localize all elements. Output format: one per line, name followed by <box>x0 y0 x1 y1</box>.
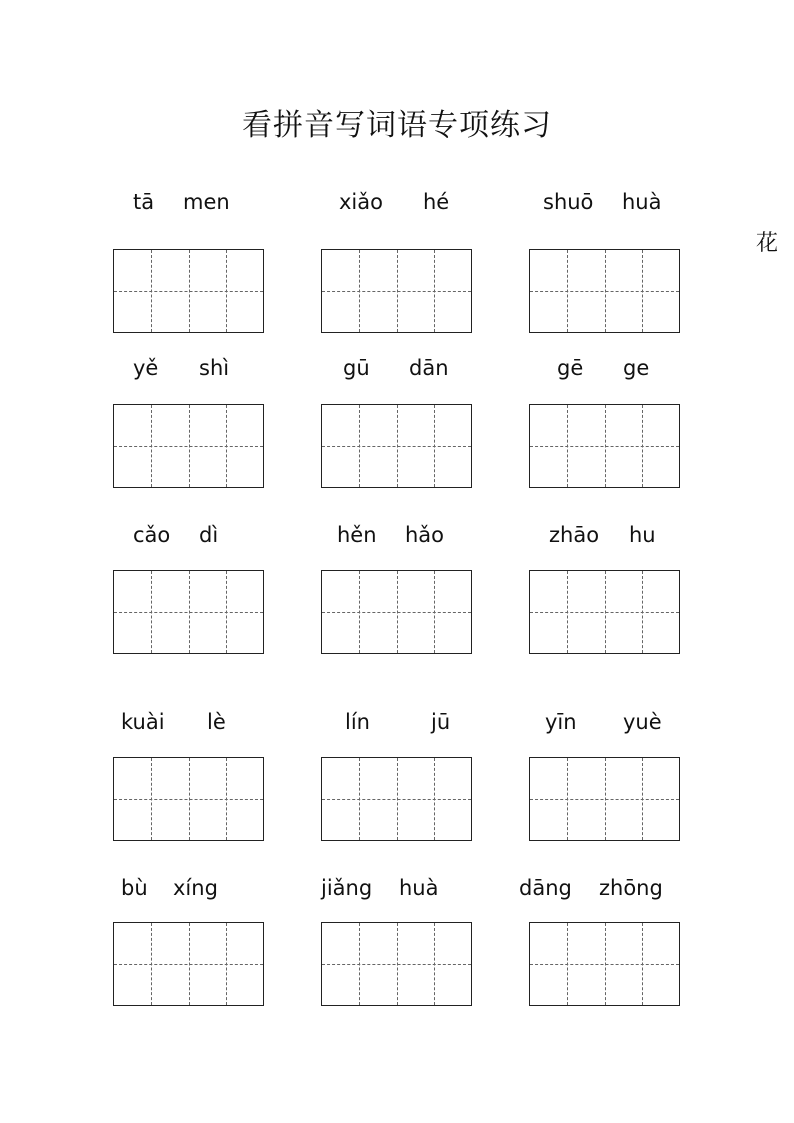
grid-guide-horizontal <box>530 964 679 965</box>
writing-grid[interactable] <box>529 757 680 841</box>
pinyin-line <box>321 710 474 740</box>
pinyin-syllable: shì <box>199 356 230 380</box>
grid-guide-horizontal <box>322 964 471 965</box>
side-character: 花 <box>756 231 779 256</box>
pinyin-syllable: cǎo <box>133 523 171 547</box>
pinyin-syllable: tā <box>133 190 155 214</box>
grid-guide-horizontal <box>114 612 263 613</box>
pinyin-syllable: jiǎng <box>321 876 373 900</box>
grid-guide-horizontal <box>530 612 679 613</box>
word-item <box>321 356 474 490</box>
pinyin-syllable: yě <box>133 356 159 380</box>
word-item <box>113 523 266 656</box>
pinyin-line <box>529 356 682 386</box>
grid-guide-horizontal <box>114 964 263 965</box>
pinyin-syllable: bù <box>121 876 148 900</box>
pinyin-syllable: hé <box>423 190 450 214</box>
writing-grid[interactable] <box>321 404 472 488</box>
page-title: 看拼音写词语专项练习 <box>242 108 552 143</box>
grid-guide-horizontal <box>530 291 679 292</box>
grid-guide-horizontal <box>114 446 263 447</box>
pinyin-syllable: zhōng <box>599 876 663 900</box>
writing-grid[interactable] <box>529 404 680 488</box>
pinyin-line <box>321 190 474 220</box>
writing-grid[interactable] <box>113 404 264 488</box>
pinyin-line <box>529 523 682 553</box>
writing-grid[interactable] <box>529 922 680 1006</box>
pinyin-syllable: lín <box>345 710 370 734</box>
pinyin-syllable: dān <box>409 356 449 380</box>
pinyin-syllable: dì <box>199 523 219 547</box>
pinyin-syllable: lè <box>207 710 226 734</box>
grid-guide-horizontal <box>530 446 679 447</box>
pinyin-line <box>321 523 474 553</box>
word-item <box>529 710 682 843</box>
pinyin-syllable: yuè <box>623 710 662 734</box>
grid-guide-horizontal <box>322 446 471 447</box>
writing-grid[interactable] <box>113 570 264 654</box>
grid-guide-horizontal <box>114 291 263 292</box>
pinyin-syllable: kuài <box>121 710 165 734</box>
pinyin-syllable: ge <box>623 356 650 380</box>
grid-guide-horizontal <box>530 799 679 800</box>
word-item <box>113 876 266 1008</box>
writing-grid[interactable] <box>529 249 680 333</box>
grid-guide-horizontal <box>322 799 471 800</box>
word-item <box>321 710 474 843</box>
pinyin-line <box>321 876 474 906</box>
pinyin-syllable: xíng <box>173 876 218 900</box>
pinyin-line <box>113 523 266 553</box>
pinyin-syllable: gē <box>557 356 584 380</box>
pinyin-line <box>529 190 682 220</box>
pinyin-line <box>113 190 266 220</box>
word-item <box>113 190 266 335</box>
pinyin-syllable: huà <box>399 876 439 900</box>
writing-grid[interactable] <box>321 249 472 333</box>
writing-grid[interactable] <box>321 570 472 654</box>
pinyin-syllable: hǎo <box>405 523 445 547</box>
writing-grid[interactable] <box>113 757 264 841</box>
word-item <box>529 523 682 656</box>
word-item <box>529 190 682 335</box>
pinyin-line <box>113 876 266 906</box>
writing-grid[interactable] <box>529 570 680 654</box>
pinyin-syllable: zhāo <box>549 523 600 547</box>
pinyin-syllable: dāng <box>519 876 572 900</box>
pinyin-line <box>113 356 266 386</box>
pinyin-line <box>321 356 474 386</box>
writing-grid[interactable] <box>113 249 264 333</box>
word-item <box>113 356 266 490</box>
pinyin-syllable: huà <box>622 190 662 214</box>
pinyin-line <box>519 876 682 906</box>
pinyin-line <box>113 710 266 740</box>
pinyin-syllable: shuō <box>543 190 594 214</box>
word-item <box>529 356 682 490</box>
word-item <box>321 876 474 1008</box>
grid-guide-horizontal <box>114 799 263 800</box>
pinyin-syllable: yīn <box>545 710 577 734</box>
pinyin-syllable: hu <box>629 523 656 547</box>
grid-guide-horizontal <box>322 612 471 613</box>
pinyin-syllable: xiǎo <box>339 190 383 214</box>
word-item <box>321 523 474 656</box>
writing-grid[interactable] <box>113 922 264 1006</box>
word-item <box>519 876 682 1008</box>
writing-grid[interactable] <box>321 922 472 1006</box>
pinyin-syllable: jū <box>431 710 451 734</box>
word-item <box>321 190 474 335</box>
pinyin-syllable: men <box>183 190 230 214</box>
grid-guide-horizontal <box>322 291 471 292</box>
writing-grid[interactable] <box>321 757 472 841</box>
pinyin-syllable: hěn <box>337 523 377 547</box>
pinyin-line <box>529 710 682 740</box>
pinyin-syllable: gū <box>343 356 370 380</box>
word-item <box>113 710 266 843</box>
